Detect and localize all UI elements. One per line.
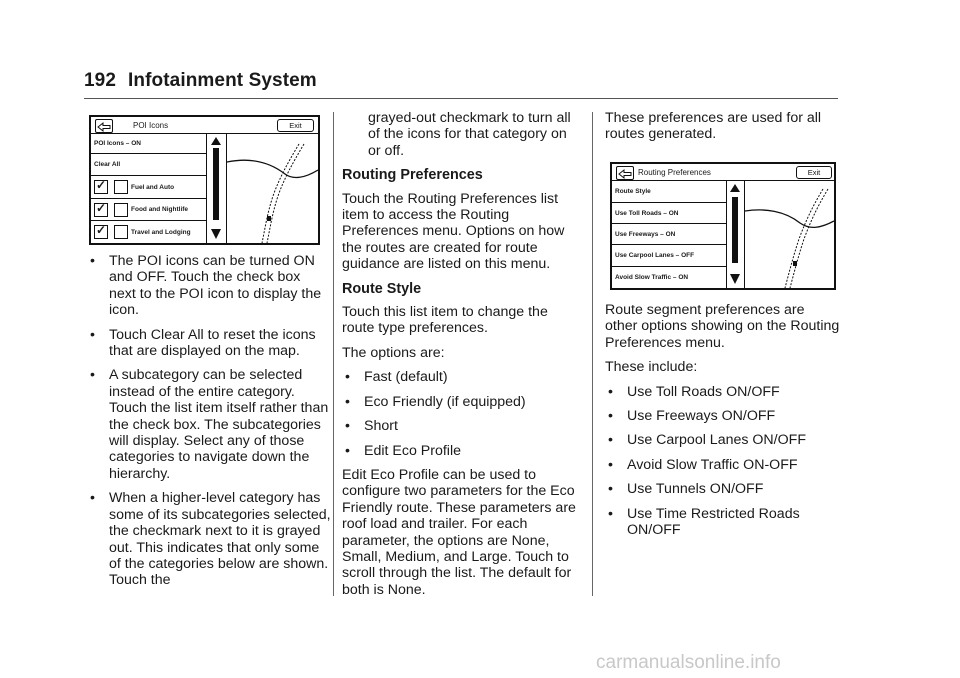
poi-bullet-list	[87, 253, 331, 589]
bullet-icon: •	[345, 393, 350, 410]
screen-title: Routing Preferences	[638, 168, 711, 177]
poi-icon-slot	[114, 225, 128, 239]
scroll-up-icon	[211, 137, 221, 145]
list-item	[342, 418, 582, 434]
bullet-icon: •	[608, 408, 613, 425]
list-item[interactable]	[91, 176, 206, 199]
scroll-down-icon	[730, 274, 740, 284]
list-item-label: Avoid Slow Traffic – ON	[615, 274, 689, 281]
poi-icon-slot	[114, 203, 128, 217]
list-item[interactable]	[612, 203, 726, 224]
list-item-label: Clear All	[94, 161, 121, 168]
page-number: 192	[84, 70, 117, 91]
paragraph: These preferences are used for all routes generated.	[605, 110, 822, 143]
poi-icon-slot	[114, 180, 128, 194]
back-arrow-icon[interactable]	[95, 119, 113, 133]
bullet-text: Use Freeways ON/OFF	[627, 408, 776, 425]
bullet-icon: •	[608, 456, 613, 473]
bullet-text: Use Toll Roads ON/OFF	[627, 383, 780, 400]
continuation-text: grayed-out checkmark to turn all of the icons for that category on or off.	[368, 110, 571, 159]
bullet-text: Eco Friendly (if equipped)	[364, 393, 526, 410]
scroll-up-icon	[730, 184, 740, 192]
bullet-icon: •	[90, 253, 95, 269]
list-item[interactable]	[612, 181, 726, 203]
bullet-text: The POI icons can be turned ON and OFF. Touch the check box next to the POI icon to display the icon.	[109, 253, 322, 319]
header-rule	[84, 98, 838, 99]
list-item-label: Route Style	[615, 188, 651, 195]
route-segment-list	[605, 384, 840, 539]
bullet-icon: •	[608, 383, 613, 400]
bullet-text: Edit Eco Profile	[364, 442, 461, 459]
paragraph: Edit Eco Profile can be used to configure two parameters for the Eco Friendly route. These parameters are roof load and trailer. For each parameter, the options are None, Small, Medium, and Large. Touch to scroll through the list. The default for both is None.	[342, 466, 576, 598]
list-item	[87, 253, 331, 319]
bullet-text: Use Time Restricted Roads ON/OFF	[627, 505, 800, 539]
scrollbar[interactable]	[728, 183, 742, 287]
list-item	[87, 490, 331, 588]
exit-button[interactable]: Exit	[796, 166, 832, 179]
list-divider	[726, 181, 727, 288]
column-3-intro	[605, 110, 840, 151]
bullet-icon: •	[90, 326, 95, 343]
checkbox[interactable]	[94, 203, 108, 217]
list-item	[605, 506, 840, 539]
list-item[interactable]	[91, 134, 206, 154]
list-item-label: Use Carpool Lanes – OFF	[615, 252, 695, 259]
bullet-text: Fast (default)	[364, 369, 448, 386]
poi-icons-screen	[89, 115, 320, 245]
bullet-icon: •	[90, 490, 95, 507]
bullet-text: Avoid Slow Traffic ON-OFF	[627, 456, 798, 473]
bullet-icon: •	[345, 418, 350, 435]
list-item[interactable]	[612, 245, 726, 267]
bullet-icon: •	[90, 367, 95, 384]
checkbox[interactable]	[94, 225, 108, 239]
bullet-text: Use Carpool Lanes ON/OFF	[627, 432, 806, 449]
back-arrow-icon[interactable]	[616, 166, 634, 180]
list-item-label: Food and Nightlife	[131, 206, 189, 213]
paragraph: The options are:	[342, 344, 445, 361]
poi-list	[91, 134, 206, 243]
column-2	[342, 110, 582, 606]
bullet-text: Use Tunnels ON/OFF	[627, 481, 764, 498]
column-1	[87, 253, 331, 597]
list-item	[605, 432, 840, 448]
bullet-icon: •	[345, 442, 350, 459]
scroll-down-icon	[211, 229, 221, 239]
bullet-icon: •	[345, 369, 350, 386]
list-item	[605, 384, 840, 400]
bullet-text: Touch Clear All to reset the icons that are displayed on the map.	[109, 326, 316, 360]
bullet-text: Short	[364, 418, 398, 435]
list-item	[605, 457, 840, 473]
screen-title: POI Icons	[133, 121, 169, 130]
paragraph: Route segment preferences are other options showing on the Routing Preferences menu.	[605, 302, 840, 351]
page-header	[84, 70, 317, 92]
map-view[interactable]	[745, 181, 834, 288]
list-item	[342, 369, 582, 385]
list-item[interactable]	[612, 267, 726, 288]
routing-preferences-screen	[610, 162, 836, 290]
bullet-icon: •	[608, 432, 613, 449]
list-item	[342, 443, 582, 459]
routing-preferences-heading: Routing Preferences	[342, 167, 483, 184]
checkbox[interactable]	[94, 180, 108, 194]
section-title: Infotainment System	[128, 70, 317, 91]
column-3	[605, 302, 840, 546]
list-item-label: Fuel and Auto	[131, 183, 175, 191]
map-view[interactable]	[227, 134, 318, 243]
list-item	[342, 394, 582, 410]
list-item	[605, 481, 840, 497]
paragraph: Touch the Routing Preferences list item to access the Routing Preferences menu. Options on how the routes are created for route guidance are listed on this menu.	[342, 190, 565, 273]
list-item[interactable]	[91, 154, 206, 176]
route-options-list	[342, 369, 582, 459]
list-item-label: Use Toll Roads – ON	[615, 209, 679, 217]
scrollbar[interactable]	[209, 136, 223, 242]
list-item[interactable]	[91, 199, 206, 221]
bullet-icon: •	[608, 481, 613, 498]
routing-list	[612, 181, 726, 288]
bullet-text: A subcategory can be selected instead of the entire category. Touch the list item itself rather than the check box. The subcategories will display. Select any of those categories to navigate down the hierarchy.	[109, 367, 329, 482]
list-divider	[206, 134, 207, 243]
list-item[interactable]	[612, 224, 726, 245]
watermark: carmanualsonline.info	[596, 652, 781, 673]
paragraph: Touch this list item to change the route type preferences.	[342, 304, 548, 337]
list-item-label: Travel and Lodging	[131, 228, 191, 236]
list-item	[87, 327, 331, 360]
route-style-heading: Route Style	[342, 280, 422, 297]
exit-button[interactable]: Exit	[277, 119, 314, 132]
list-item-label: Use Freeways – ON	[615, 230, 676, 238]
paragraph: These include:	[605, 359, 698, 376]
list-item	[87, 367, 331, 482]
bullet-text: When a higher-level category has some of its subcategories selected, the checkmark next to it is grayed out. This indicates that only some of the categories below are shown. Touch the	[109, 490, 331, 589]
column-divider-2	[592, 112, 593, 596]
list-item[interactable]	[91, 221, 206, 243]
vehicle-icon	[267, 216, 271, 221]
column-divider-1	[333, 112, 334, 596]
bullet-icon: •	[608, 505, 613, 522]
list-item-label: POI Icons – ON	[94, 140, 141, 147]
vehicle-icon	[793, 261, 797, 266]
list-item	[605, 408, 840, 424]
